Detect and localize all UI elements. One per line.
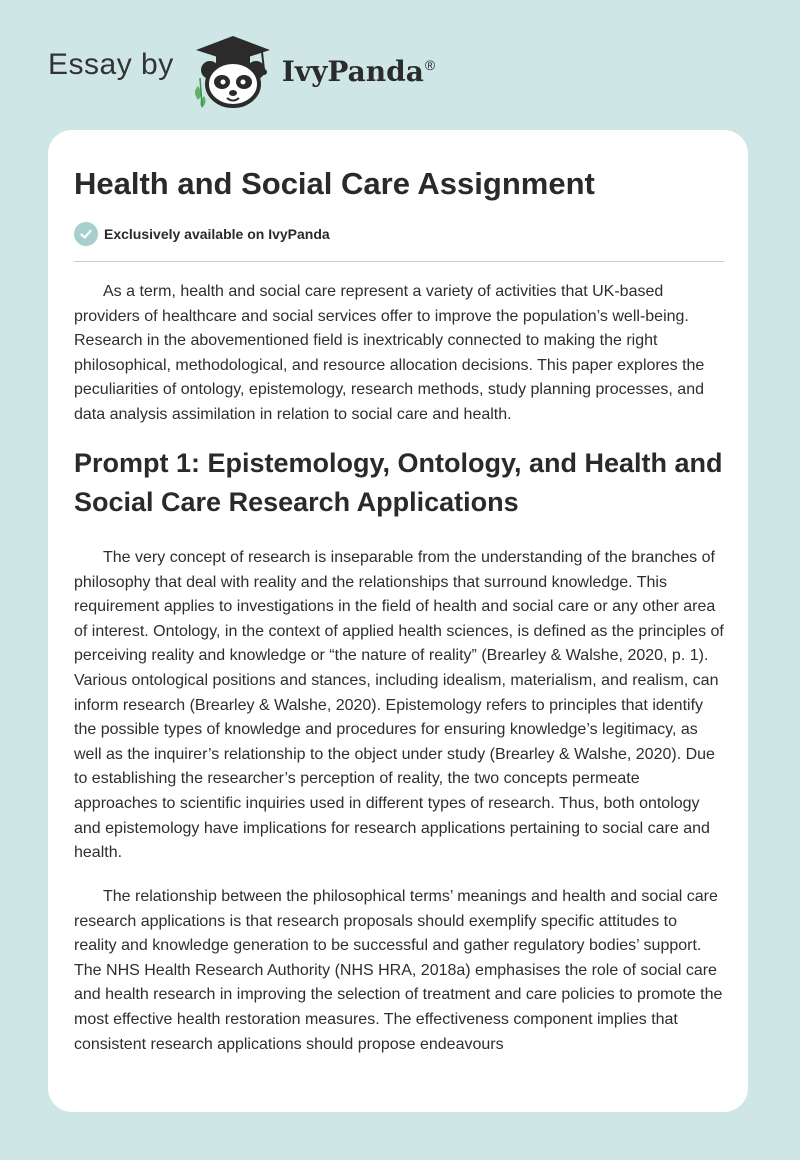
body-paragraph: The very concept of research is inseparable from the understanding of the branches of philosophy that deal with reality and the relationships that surround knowledge. This requirement applies to investigations in the field of health and social care or any other area of interest. Ontology, in the context of applied health sciences, is defined as the principles of perceiving reality and knowledge or “the nature of reality” (Brearley & Walshe, 2020, p. 1). Various ontological positions and stances, including idealism, materialism, and realism, can inform research (Brearley & Walshe, 2020). Epistemology refers to principles that identify the possible types of knowledge and procedures for ensuring knowledge’s legitimacy, as well as the inquirer’s relationship to the object under study (Brearley & Walshe, 2020). Due to establishing the researcher’s perception of reality, the two concepts permeate approaches to scientific inquiries used in different types of research. Thus, both ontology and epistemology have implications for research applications pertaining to social care and health. xyxy=(74,549,724,862)
divider xyxy=(74,261,724,262)
brand-name: IvyPanda® xyxy=(281,54,436,88)
section-heading: Prompt 1: Epistemology, Ontology, and Health and Social Care Research Applications xyxy=(74,448,723,517)
body-paragraph: The relationship between the philosophical terms’ meanings and health and social care research applications is that research proposals should exemplify specific attitudes to reality and knowledge generation to be successful and gather regulatory bodies’ support. The NHS Health Research Authority (NHS HRA, 2018a) emphasises the role of social care and health research in improving the selection of treatment and care policies to promote the most effective health restoration measures. The effectiveness component implies that consistent research applications should propose endeavours xyxy=(74,888,723,1053)
registered-mark: ® xyxy=(424,57,436,74)
checkmark-icon xyxy=(74,222,98,246)
brand-prefix: Essay by xyxy=(48,48,174,81)
exclusive-badge-label: Exclusively available on IvyPanda xyxy=(104,226,330,242)
exclusive-badge xyxy=(74,222,330,246)
panda-graduate-logo-icon xyxy=(190,30,276,110)
essay-card xyxy=(48,130,748,1112)
intro-paragraph: As a term, health and social care represent a variety of activities that UK-based providers of healthcare and social services offer to improve the population’s well-being. Research in the abovementioned field is inextricably connected to making the right philosophical, methodological, and resource allocation decisions. This paper explores the peculiarities of ontology, epistemology, research methods, study planning processes, and data analysis assimilation in relation to social care and health. xyxy=(74,283,705,423)
site-header-brand[interactable] xyxy=(48,30,435,110)
page-title: Health and Social Care Assignment xyxy=(74,166,595,201)
